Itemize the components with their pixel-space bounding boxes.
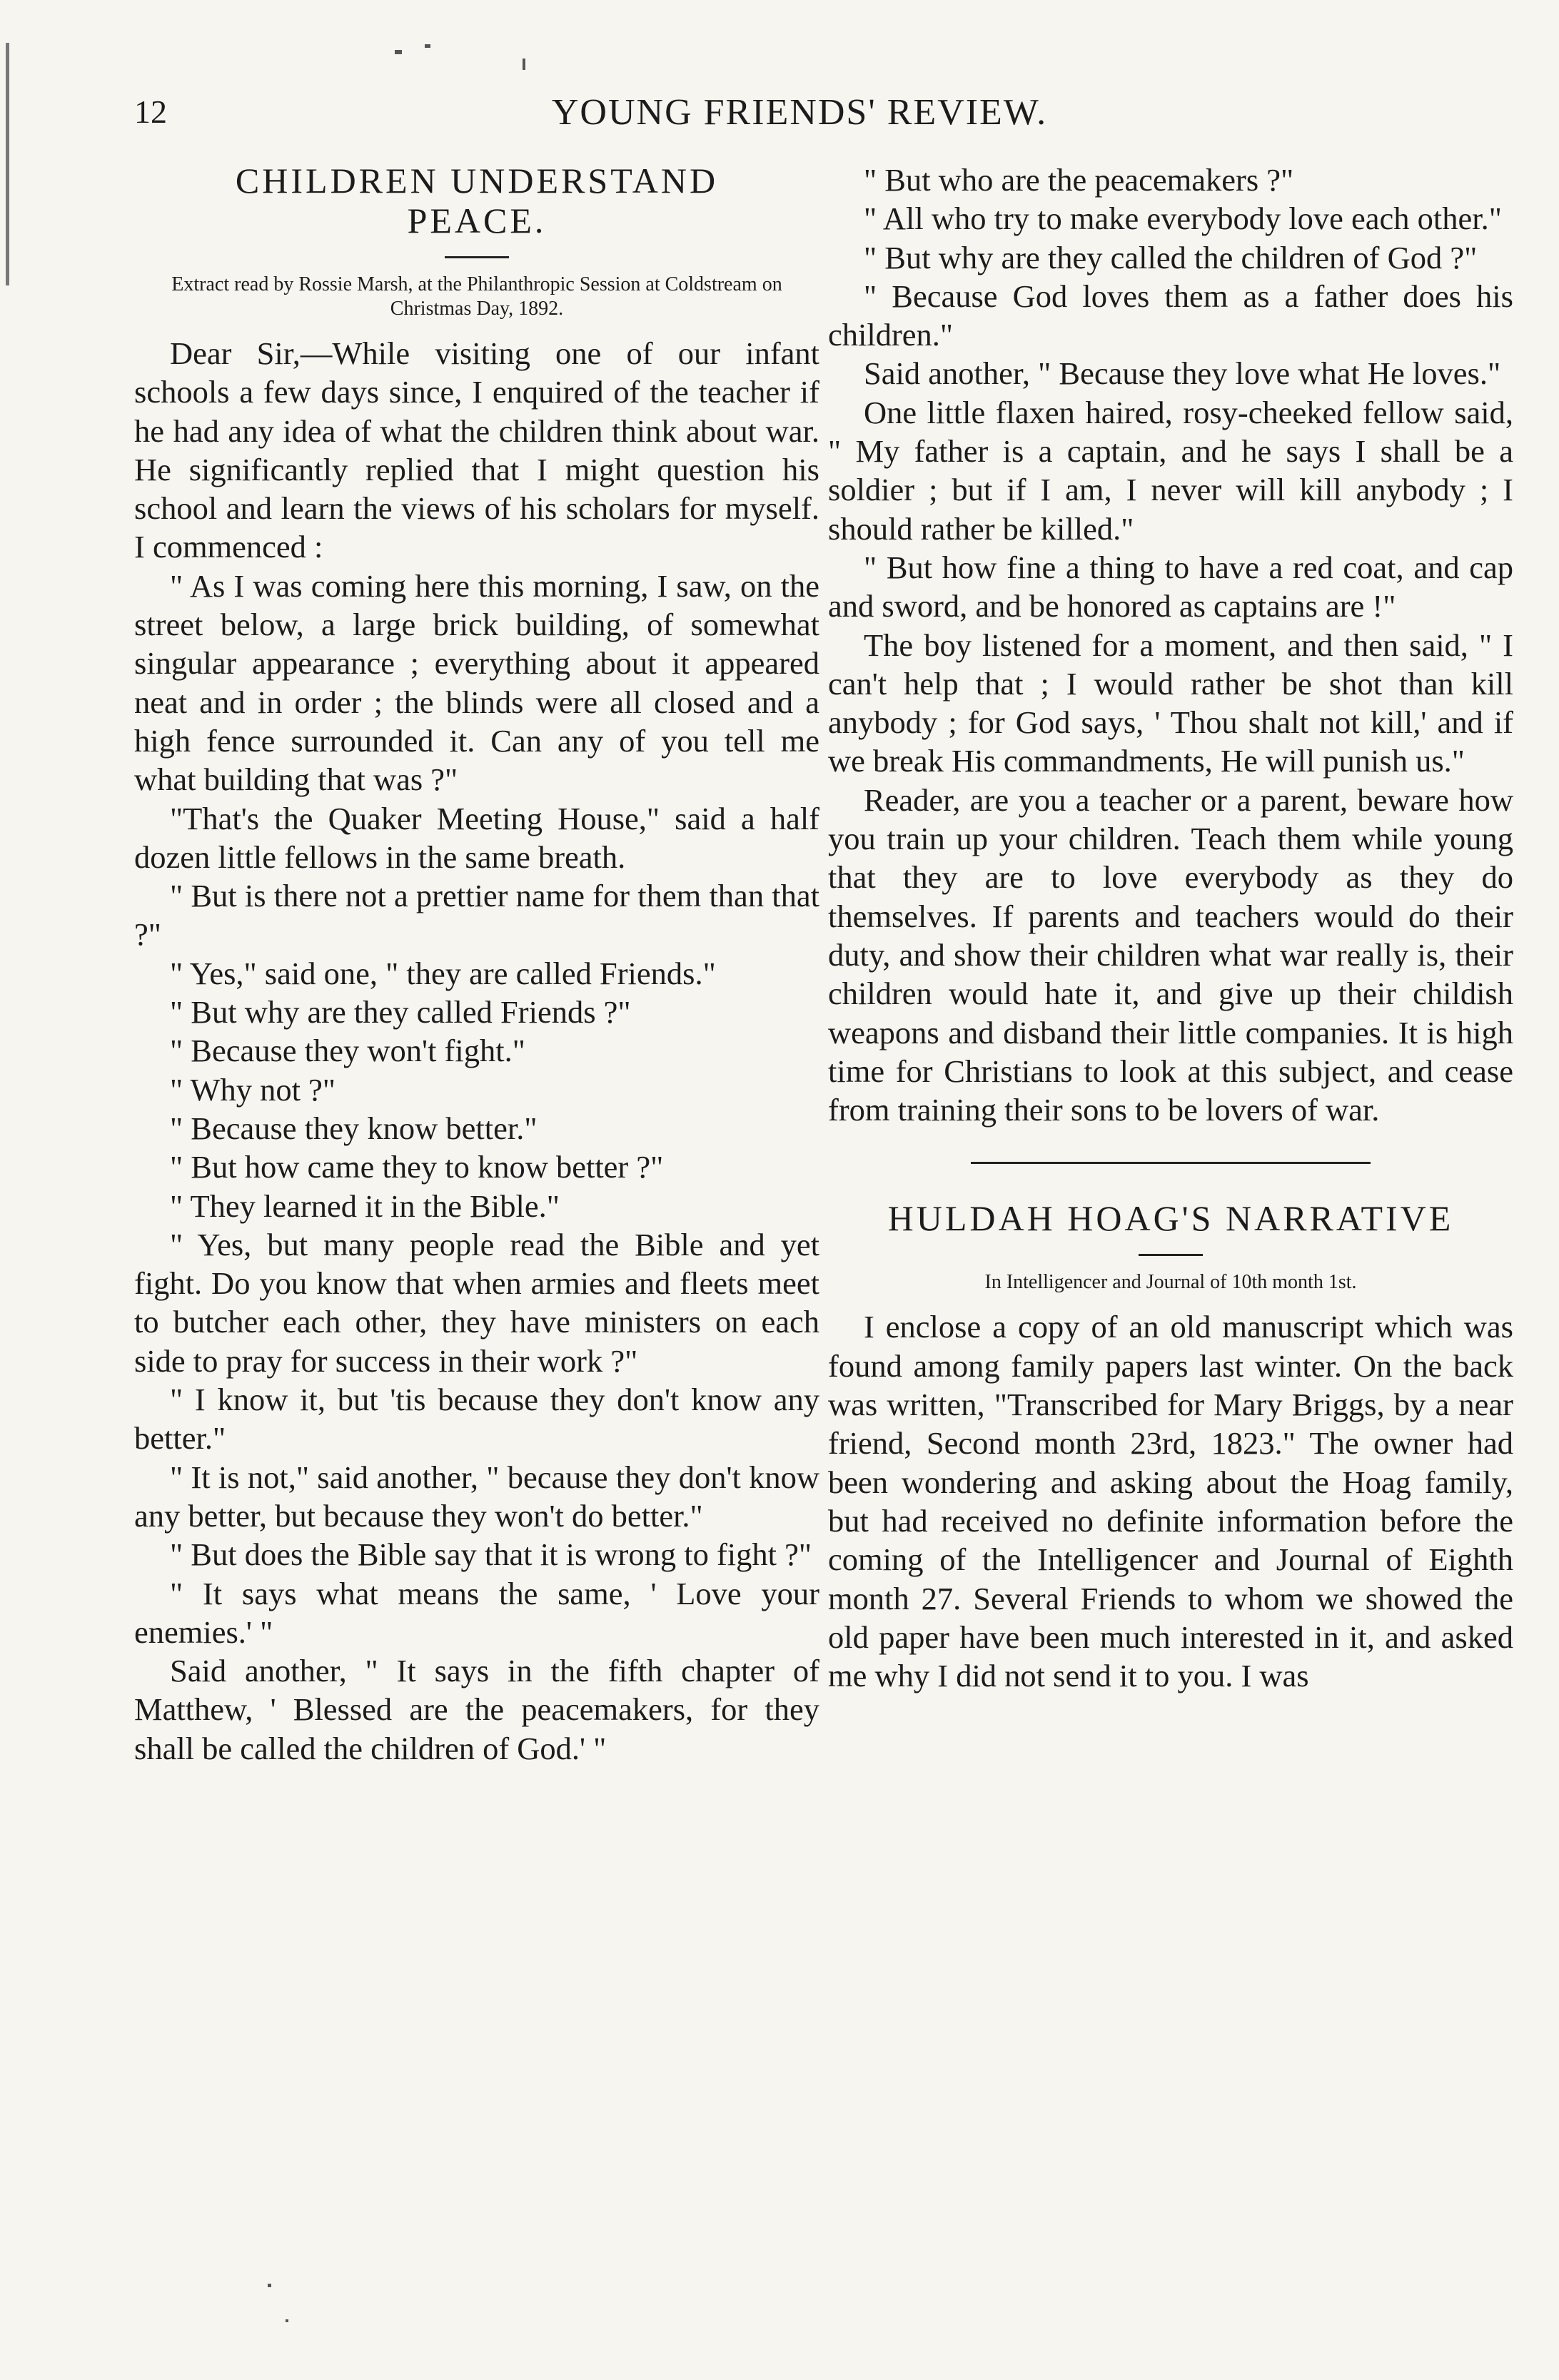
paragraph: " Why not ?" <box>170 1071 336 1108</box>
paragraph: " Yes, but many people read the Bible and yet fight. Do you know that when armies and fleets meet to butcher each other, they have ministers on each side to pray for success in their work ?" <box>134 1226 819 1379</box>
scan-speck <box>523 59 525 70</box>
paragraph: " All who try to make everybody love each other." <box>864 201 1502 237</box>
article-body-continued <box>828 161 1513 1129</box>
paragraph: "That's the Quaker Meeting House," said a half dozen little fellows in the same breath. <box>134 800 819 875</box>
section-divider <box>971 1162 1371 1164</box>
paragraph: Said another, " Because they love what He loves." <box>864 355 1501 392</box>
paragraph: " But how fine a thing to have a red coat, and cap and sword, and be honored as captains are !" <box>828 549 1513 624</box>
paragraph: " It says what means the same, ' Love your enemies.' " <box>134 1575 819 1650</box>
article-title-line1: CHILDREN UNDERSTAND <box>235 161 719 201</box>
paragraph: " Yes," said one, " they are called Friends." <box>170 955 716 991</box>
paragraph: The boy listened for a moment, and then said, " I can't help that ; I would rather be shot than kill anybody ; for God says, ' Thou shalt not kill,' and if we break His commandments, He will punish us." <box>828 627 1513 779</box>
title-rule <box>1139 1254 1203 1256</box>
paragraph: " Because they won't fight." <box>170 1033 525 1069</box>
paragraph: Said another, " It says in the fifth chapter of Matthew, ' Blessed are the peacemakers, for they shall be called the children of God.' " <box>134 1653 819 1766</box>
paragraph: " It is not," said another, " because they don't know any better, but because they won't do better." <box>134 1459 819 1534</box>
scan-speck <box>268 2284 271 2287</box>
article2-body <box>828 1307 1513 1695</box>
scan-speck <box>425 44 430 48</box>
article2-title: HULDAH HOAG'S NARRATIVE <box>887 1198 1454 1239</box>
paragraph: " But who are the peacemakers ?" <box>864 162 1294 198</box>
scan-edge <box>6 43 9 285</box>
article-title <box>134 161 819 240</box>
paragraph: " But does the Bible say that it is wrong to fight ?" <box>170 1536 812 1573</box>
paragraph: " But why are they called Friends ?" <box>170 994 631 1031</box>
paragraph: I enclose a copy of an old manuscript which was found among family papers last winter. On the back was written, "Transcribed for Mary Briggs, by a near friend, Second month 23rd, 1823." The owner had been wondering and asking about the Hoag family, but had received no definite information before the coming of the Intelligencer and Journal of Eighth month 27. Several Friends to whom we showed the old paper have been much interested in it, and asked me why I did not send it to you. I was <box>828 1309 1513 1694</box>
article2-note: In Intelligencer and Journal of 10th month 1st. <box>984 1271 1357 1294</box>
paragraph: " But how came they to know better ?" <box>170 1149 664 1185</box>
running-title: YOUNG FRIENDS' REVIEW. <box>551 92 1048 133</box>
paragraph: Reader, are you a teacher or a parent, beware how you train up your children. Teach them while young that they are to love everybody as they do themselves. If parents and teachers would do their duty, and show their children what war really is, their children would hate it, and give up their childish weapons and disband their little companies. It is high time for Christians to look at this subject, and cease from training their sons to be lovers of war. <box>828 781 1513 1128</box>
paragraph: " I know it, but 'tis because they don't know any better." <box>134 1382 819 1457</box>
article-body <box>134 334 819 1768</box>
paragraph: " They learned it in the Bible." <box>170 1188 560 1224</box>
paragraph: " But is there not a prettier name for them than that ?" <box>134 878 819 953</box>
article-note: Extract read by Rossie Marsh, at the Philanthropic Session at Coldstream on Christmas Day, 1892. <box>171 273 782 320</box>
paragraph: " But why are they called the children of God ?" <box>864 239 1478 275</box>
page-header <box>128 91 1470 141</box>
paragraph: " Because God loves them as a father does his children." <box>828 278 1513 353</box>
page-number: 12 <box>134 93 167 130</box>
paragraph: " As I was coming here this morning, I saw, on the street below, a large brick building, of somewhat singular appearance ; everything about it appeared neat and in order ; the blinds were all closed and a high fence surrounded it. Can any of you tell me what building that was ?" <box>134 567 819 798</box>
scan-speck <box>395 50 402 54</box>
title-rule <box>445 256 509 258</box>
right-column <box>828 161 1513 1695</box>
left-column <box>134 161 819 1768</box>
scan-speck <box>286 2319 288 2322</box>
paragraph: " Because they know better." <box>170 1110 538 1146</box>
paragraph: Dear Sir,—While visiting one of our infant schools a few days since, I enquired of the teacher if he had any idea of what the children think about war. He significantly replied that I might question his school and learn the views of his scholars for myself. I commenced : <box>134 335 819 565</box>
article-title-line2: PEACE. <box>407 201 547 240</box>
paragraph: One little flaxen haired, rosy-cheeked fellow said, " My father is a captain, and he says I shall be a soldier ; but if I am, I never will kill anybody ; I should rather be killed." <box>828 394 1513 547</box>
